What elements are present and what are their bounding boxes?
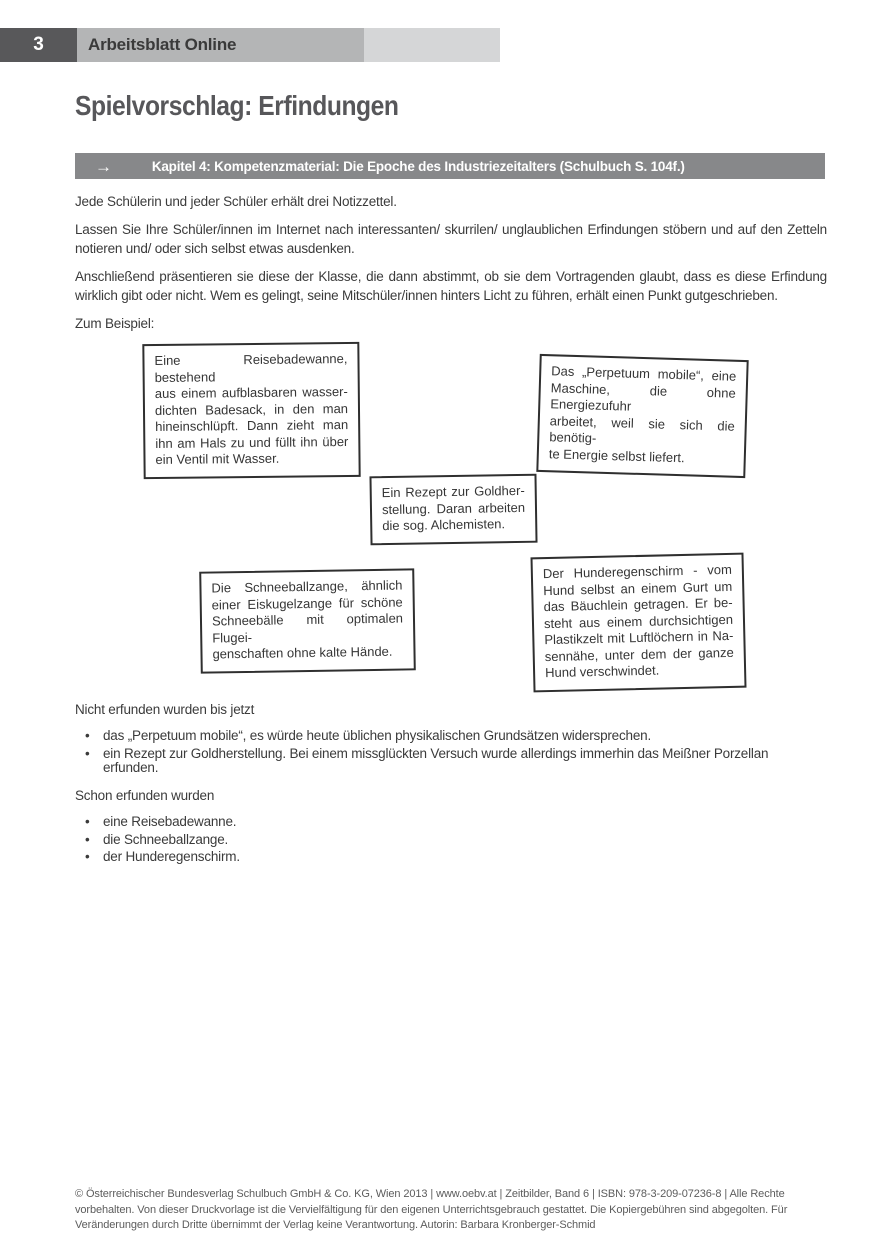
note-line: dichten Badesack, in den man [154,400,349,418]
page-number-badge [0,28,77,62]
not-invented-heading: Nicht erfunden wurden bis jetzt [75,702,255,717]
header-band-light-segment [364,28,500,62]
note-line: genschaften ohne kalte Hände. [212,643,393,662]
intro-section [75,192,827,342]
note-line: Eine Reisebadewanne, bestehend [154,350,348,385]
arrow-right-icon: → [95,156,112,176]
paragraph-zum-beispiel: Zum Beispiel: [75,316,155,331]
note-line: Das „Perpetuum mobile“, eine [551,363,737,384]
note-line: die sog. Alchemisten. [382,516,506,534]
copyright-footer: © Österreichischer Bundesverlag Schulbuch GmbH & Co. KG, Wien 2013 | www.oebv.at | Zeitbilder, Band 6 | ISBN: 978-3-209-07236-8 | Alle Rechte vorbehalten. Von dieser Druckvorlage ist die Vervielfältigung für den eigenen Unterrichtsgebrauch gestattet. Die Kopiergebühren sind abgegolten. Für Veränderungen durch Dritte übernimmt der Verlag keine Verantwortung. Autorin: Barbara Kronberger-Schmid [75,1188,788,1231]
not-invented-section [75,700,827,779]
page-number: 3 [33,34,44,55]
chapter-banner-label: Kapitel 4: Kompetenzmaterial: Die Epoche des Industriezeitalters (Schulbuch S. 104f.) [151,158,685,174]
note-box-hunderegenschirm [531,553,747,692]
paragraph-internet-recherche: Lassen Sie Ihre Schüler/innen im Internet nach interessanten/ skurrilen/ unglaublichen Erfindungen stöbern und auf den Zetteln notieren und/ oder sich selbst etwas ausdenken. [75,222,827,256]
note-line: steht aus einem durchsichtigen [543,611,734,631]
list-item: • eine Reisebadewanne. [75,815,827,830]
paragraph-notizzettel: Jede Schülerin und jeder Schüler erhält drei Notizzettel. [75,194,397,209]
note-line: einer Eiskugelzange für schöne [211,594,403,613]
note-line: Der Hunderegenschirm - vom [542,561,732,582]
list-item: • der Hunderegenschirm. [75,850,827,865]
note-line: das Bäuchlein getragen. Er be- [543,594,733,615]
invented-list [75,815,827,865]
page-title: Spielvorschlag: Erfindungen [75,90,399,121]
list-item: • die Schneeballzange. [75,833,827,848]
invented-heading: Schon erfunden wurden [75,788,215,803]
note-line: Die Schneeballzange, ähnlich [211,577,403,596]
note-line: stellung. Daran arbeiten [381,499,526,517]
note-box-goldherstellung [369,474,537,545]
note-line: Hund verschwindet. [544,662,660,681]
worksheet-label: Arbeitsblatt Online [88,35,237,54]
note-line: ihn am Hals zu und füllt ihn über [155,433,349,451]
worksheet-header-band [77,28,364,62]
note-line: aus einem aufblasbaren wasser- [154,383,348,402]
note-line: Ein Rezept zur Goldher- [381,482,525,501]
note-line: sennähe, unter dem der ganze [544,644,734,664]
note-line: arbeitet, weil sie sich die benötig- [549,412,735,446]
note-box-reisebadewanne [142,342,360,479]
paragraph-praesentation: Anschließend präsentieren sie diese der Klasse, die dann abstimmt, ob sie dem Vortragenden glaubt, dass es diese Erfindung wirklich gibt oder nicht. Wem es gelingt, seine Mitschüler/innen hinters Licht zu führen, erhält einen Punkt gutgeschrieben. [75,269,827,303]
chapter-banner [75,153,825,179]
note-line: hineinschlüpft. Dann zieht man [155,416,349,435]
note-line: Maschine, die ohne Energiezufuhr [550,379,736,414]
note-box-schneeballzange [199,568,416,673]
note-line: Schneebälle mit optimalen Flugei- [211,610,404,645]
note-box-perpetuum-mobile [536,354,748,478]
note-line: ein Ventil mit Wasser. [155,450,280,468]
list-item: • das „Perpetuum mobile“, es würde heute üblichen physikalischen Grundsätzen widersprechen. [75,729,827,744]
not-invented-list [75,729,827,776]
invented-section [75,786,827,868]
note-line: te Energie selbst liefert. [548,445,685,465]
list-item: • ein Rezept zur Goldherstellung. Bei einem missglückten Versuch wurde allerdings immerhin das Meißner Porzellan erfunden. [75,747,827,776]
note-line: Hund selbst an einem Gurt um [543,578,733,598]
note-line: Plastikzelt mit Luftlöchern in Na- [544,627,734,648]
